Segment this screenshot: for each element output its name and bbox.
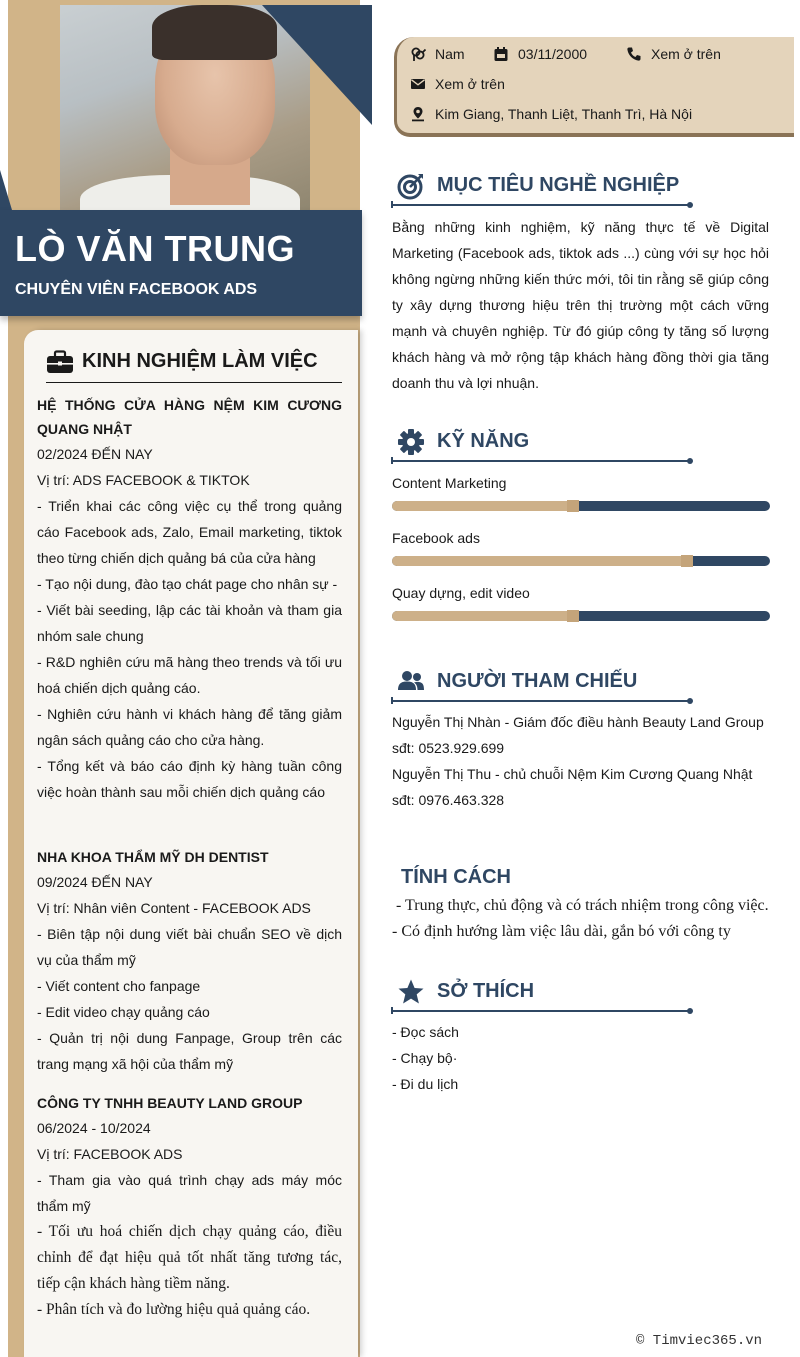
- job-position: Vị trí: Nhân viên Content - FACEBOOK ADS: [37, 900, 311, 916]
- hobby-item: - Chạy bộ·: [392, 1050, 458, 1066]
- skill-label: Quay dựng, edit video: [392, 585, 530, 601]
- experience-heading: [46, 350, 342, 383]
- job-detail: - Tối ưu hoá chiến dịch chạy quảng cáo, điều chỉnh để đạt hiệu quả tốt nhất tăng tương tác, tiếp cận khách hàng tiềm năng.: [37, 1223, 342, 1292]
- users-icon: [397, 668, 425, 696]
- photo-corner-decoration: [262, 5, 372, 125]
- company-name: NHA KHOA THẨM MỸ DH DENTIST: [37, 849, 269, 865]
- experience-item: [37, 1091, 342, 1323]
- photo-hair: [152, 5, 277, 60]
- address-item: [410, 106, 692, 122]
- skill-bar-fill: [392, 611, 573, 621]
- skill-bar: [392, 556, 770, 566]
- reference-line: sđt: 0523.929.699: [392, 740, 505, 756]
- skill-bar-marker: [567, 610, 579, 622]
- email-item: [410, 76, 505, 92]
- reference-line: sđt: 0976.463.328: [392, 792, 505, 808]
- company-name: CÔNG TY TNHH BEAUTY LAND GROUP: [37, 1095, 303, 1111]
- skill-label: Facebook ads: [392, 530, 480, 546]
- phone-item: [626, 46, 721, 62]
- gender-item: [410, 46, 465, 62]
- job-detail: - Phân tích và đo lường hiệu quả quảng cáo.: [37, 1301, 311, 1318]
- job-detail: - Edit video chạy quảng cáo: [37, 1004, 210, 1020]
- job-detail: - Tạo nội dung, đào tạo chát page cho nhân sự -: [37, 576, 338, 592]
- job-period: 02/2024 ĐẾN NAY: [37, 446, 153, 462]
- briefcase-icon: [46, 350, 74, 374]
- full-name: LÒ VĂN TRUNG: [15, 228, 295, 269]
- job-detail: - Quản trị nội dung Fanpage, Group trên các trang mạng xã hội của thẩm mỹ: [37, 1030, 342, 1072]
- location-icon: [410, 106, 426, 122]
- hobbies-heading-label: SỞ THÍCH: [437, 980, 535, 1002]
- heading-divider: [392, 1010, 690, 1012]
- job-detail: - Tổng kết và báo cáo định kỳ hàng tuần công việc hoàn thành sau mỗi chiến dịch quảng cáo: [37, 758, 342, 800]
- experience-panel: [24, 330, 358, 1357]
- calendar-icon: [493, 46, 509, 62]
- phone-value: Xem ở trên: [651, 46, 721, 62]
- job-period: 06/2024 - 10/2024: [37, 1120, 151, 1136]
- reference-line: Nguyễn Thị Nhàn - Giám đốc điều hành Beauty Land Group: [392, 714, 764, 730]
- heading-divider: [392, 204, 690, 206]
- email-value: Xem ở trên: [435, 76, 505, 92]
- skill-bar-marker: [567, 500, 579, 512]
- email-icon: [410, 76, 426, 92]
- objective-heading-label: MỤC TIÊU NGHỀ NGHIỆP: [437, 174, 680, 196]
- job-detail: - Biên tập nội dung viết bài chuẩn SEO về dịch vụ của thẩm mỹ: [37, 926, 342, 968]
- reference-line: Nguyễn Thị Thu - chủ chuỗi Nệm Kim Cương Quang Nhật: [392, 766, 753, 782]
- gender-value: Nam: [435, 46, 465, 62]
- phone-icon: [626, 46, 642, 62]
- job-detail: - R&D nghiên cứu mã hàng theo trends và tối ưu hoá chiến dịch quảng cáo.: [37, 654, 342, 696]
- job-title: CHUYÊN VIÊN FACEBOOK ADS: [15, 281, 258, 298]
- band-corner-decoration: [0, 170, 12, 210]
- job-period: 09/2024 ĐẾN NAY: [37, 874, 153, 890]
- copyright-footer: © Timviec365.vn: [636, 1333, 763, 1349]
- hobby-item: - Đi du lịch: [392, 1076, 459, 1092]
- job-detail: - Viết bài seeding, lập các tài khoản và tham gia nhóm sale chung: [37, 602, 342, 644]
- skill-bar-marker: [681, 555, 693, 567]
- birthday-value: 03/11/2000: [518, 46, 588, 62]
- job-position: Vị trí: FACEBOOK ADS: [37, 1146, 183, 1162]
- references-heading-label: NGƯỜI THAM CHIẾU: [437, 670, 638, 692]
- experience-item: [37, 393, 342, 805]
- hobby-item: - Đọc sách: [392, 1024, 459, 1040]
- job-detail: - Viết content cho fanpage: [37, 978, 201, 994]
- skill-label: Content Marketing: [392, 475, 507, 491]
- skill-bar-fill: [392, 501, 573, 511]
- job-position: Vị trí: ADS FACEBOOK & TIKTOK: [37, 472, 250, 488]
- name-banner: [0, 210, 362, 316]
- experience-heading-label: KINH NGHIỆM LÀM VIỆC: [82, 350, 318, 372]
- star-icon: [397, 978, 425, 1006]
- target-icon: [397, 172, 425, 200]
- skill-bar: [392, 501, 770, 511]
- experience-item: [37, 845, 342, 1077]
- heading-divider: [392, 700, 690, 702]
- objective-text: Bằng những kinh nghiệm, kỹ năng thực tế về Digital Marketing (Facebook ads, tiktok ads ...) cùng với sự học hỏi không ngừng những kiến thức mới, tôi tin rằng sẽ giúp công ty xây dựng thương hiệu trên thị trường một cách vững mạnh và chuyên nghiệp. Từ đó giúp công ty tăng số lượng khách hàng và mở rộng tập khách hàng đồng thời gia tăng doanh thu và lợi nhuận.: [392, 219, 769, 391]
- skill-bar: [392, 611, 770, 621]
- personality-line: - Có định hướng làm việc lâu dài, gắn bó với công ty: [392, 923, 731, 940]
- job-detail: - Tham gia vào quá trình chạy ads máy móc thẩm mỹ: [37, 1172, 342, 1214]
- references-list: [392, 709, 769, 813]
- job-detail: - Nghiên cứu hành vi khách hàng để tăng giảm ngân sách quảng cáo cho cửa hàng.: [37, 706, 342, 748]
- gender-icon: [410, 46, 426, 62]
- skills-heading-label: KỸ NĂNG: [437, 430, 530, 452]
- hobbies-list: [392, 1019, 769, 1097]
- birthday-item: [493, 46, 587, 62]
- personality-heading: TÍNH CÁCH: [401, 866, 511, 888]
- company-name: HỆ THỐNG CỬA HÀNG NỆM KIM CƯƠNG QUANG NHẬT: [37, 397, 342, 437]
- gear-icon: [397, 428, 425, 456]
- heading-divider: [392, 460, 690, 462]
- job-detail: - Triển khai các công việc cụ thể trong quảng cáo Facebook ads, Zalo, Email marketing, tiktok theo từng chiến dịch quảng bá của cửa hàng: [37, 498, 342, 566]
- personality-list: [392, 893, 769, 945]
- address-value: Kim Giang, Thanh Liệt, Thanh Trì, Hà Nội: [435, 106, 693, 122]
- skill-bar-fill: [392, 556, 687, 566]
- personality-line: - Trung thực, chủ động và có trách nhiệm trong công việc.: [392, 897, 769, 914]
